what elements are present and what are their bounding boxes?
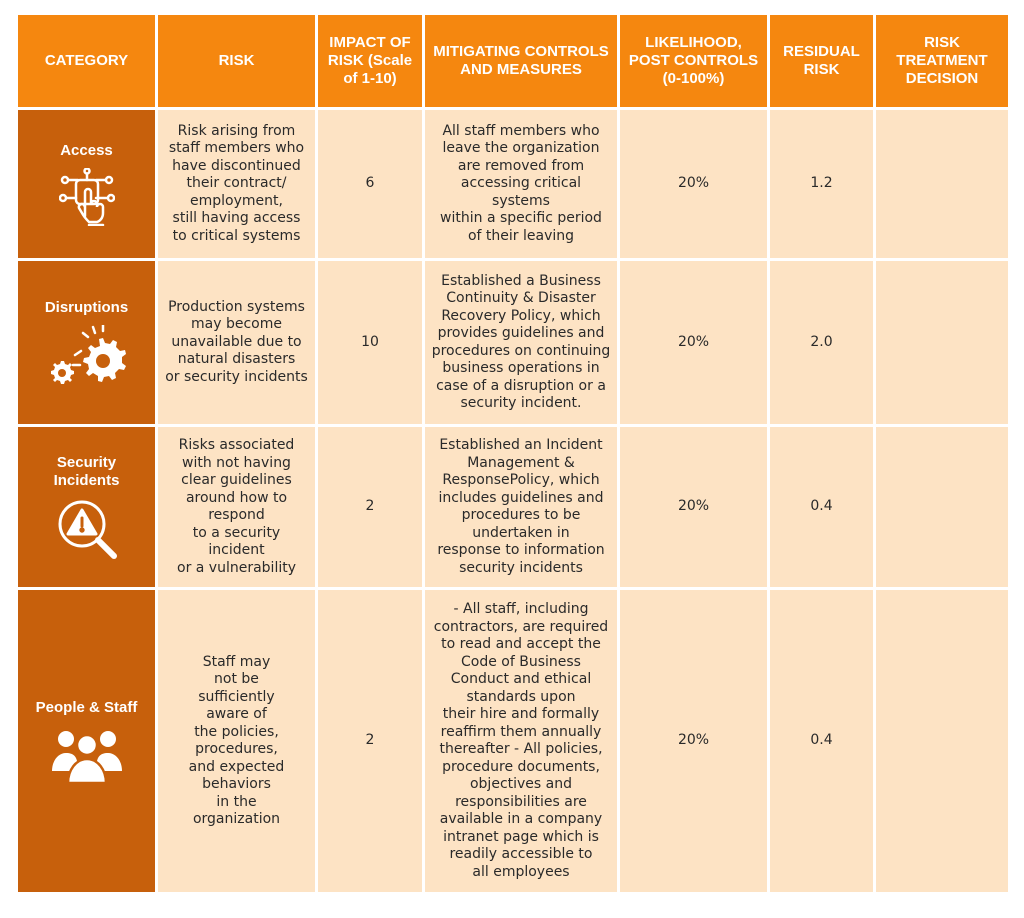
mitigating-cell: Established a Business Continuity & Disaster Recovery Policy, which provides guidelines and procedures on continuing business operations in case of a disruption or a security incident. <box>425 261 617 424</box>
treatment-cell <box>876 261 1008 424</box>
header-row <box>18 15 1008 107</box>
category-label: Access <box>60 142 113 159</box>
header-risk: RISK <box>158 15 315 107</box>
residual-cell: 0.4 <box>770 590 873 892</box>
impact-cell: 2 <box>318 590 422 892</box>
mitigating-cell: - All staff, including contractors, are required to read and accept the Code of Business Conduct and ethical standards upon their hire and formally reaffirm them annually thereafter - All policies, procedure documents, objectives and responsibilities are available in a company intranet page which is readily accessible to all employees <box>425 590 617 892</box>
impact-cell: 10 <box>318 261 422 424</box>
risk-table <box>15 12 1011 895</box>
residual-cell: 0.4 <box>770 427 873 587</box>
category-label: Security Incidents <box>53 454 120 489</box>
risk-cell: Risk arising from staff members who have discontinued their contract/ employment, still having access to critical systems <box>158 110 315 258</box>
category-cell <box>18 110 155 258</box>
category-cell <box>18 261 155 424</box>
header-treatment: RISK TREATMENT DECISION <box>876 15 1008 107</box>
header-likelihood: LIKELIHOOD, POST CONTROLS (0-100%) <box>620 15 767 107</box>
touch-network-icon <box>59 160 115 226</box>
risk-cell: Risks associated with not having clear guidelines around how to respond to a security incident or a vulnerability <box>158 427 315 587</box>
risk-cell: Production systems may become unavailable due to natural disasters or security incidents <box>158 261 315 424</box>
people-group-icon <box>52 717 122 783</box>
table-row <box>18 110 1008 258</box>
treatment-cell <box>876 590 1008 892</box>
broken-gears-icon <box>47 317 127 387</box>
mitigating-cell: All staff members who leave the organization are removed from accessing critical systems within a specific period of their leaving <box>425 110 617 258</box>
residual-cell: 2.0 <box>770 261 873 424</box>
risk-cell: Staff may not be sufficiently aware of the policies, procedures, and expected behaviors in the organization <box>158 590 315 892</box>
category-cell <box>18 590 155 892</box>
residual-cell: 1.2 <box>770 110 873 258</box>
mitigating-cell: Established an Incident Management & ResponsePolicy, which includes guidelines and procedures to be undertaken in response to information security incidents <box>425 427 617 587</box>
impact-cell: 2 <box>318 427 422 587</box>
impact-cell: 6 <box>318 110 422 258</box>
table-row <box>18 427 1008 587</box>
table-row <box>18 261 1008 424</box>
likelihood-cell: 20% <box>620 261 767 424</box>
category-cell <box>18 427 155 587</box>
table-row <box>18 590 1008 892</box>
header-residual: RESIDUAL RISK <box>770 15 873 107</box>
risk-register <box>18 15 1008 895</box>
likelihood-cell: 20% <box>620 427 767 587</box>
treatment-cell <box>876 427 1008 587</box>
likelihood-cell: 20% <box>620 110 767 258</box>
category-label: People & Staff <box>35 699 138 716</box>
header-impact: IMPACT OF RISK (Scale of 1-10) <box>318 15 422 107</box>
treatment-cell <box>876 110 1008 258</box>
likelihood-cell: 20% <box>620 590 767 892</box>
category-label: Disruptions <box>44 298 129 316</box>
header-category: CATEGORY <box>18 15 155 107</box>
header-mitigating: MITIGATING CONTROLS AND MEASURES <box>425 15 617 107</box>
warning-magnifier-icon <box>56 490 118 560</box>
